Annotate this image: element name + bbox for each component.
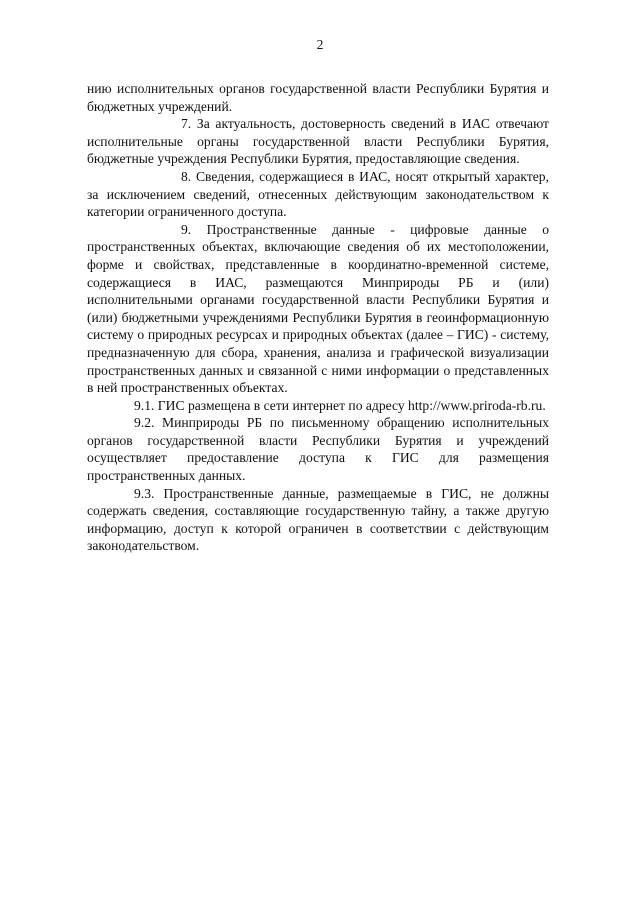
paragraph-9-3 bbox=[87, 485, 549, 555]
paragraph-9-2 bbox=[87, 414, 549, 484]
paragraph-8 bbox=[87, 168, 549, 221]
paragraph-number: 9. bbox=[181, 221, 192, 237]
document-body bbox=[87, 80, 549, 555]
paragraph-text: Пространственные данные, размещаемые в ГИС, не должны содержать сведения, составляющие государственную тайну, а также другую информацию, доступ к которой ограничен в соответствии с действующим законодательством. bbox=[87, 485, 549, 554]
paragraph-text: За актуальность, достоверность сведений в ИАС отвечают исполнительные органы государственной власти Республики Бурятия, бюджетные учреждения Республики Бурятия, предоставляющие сведения. bbox=[87, 116, 549, 167]
paragraph-9 bbox=[87, 221, 549, 397]
paragraph-number: 8. bbox=[181, 168, 192, 184]
paragraph-9-1 bbox=[87, 397, 549, 415]
paragraph-text: Пространственные данные - цифровые данные о пространственных объектах, включающие сведения об их местоположении, форме и свойствах, представленные в координатно-временной системе, содержащиеся в ИАС, размещаются Минприроды РБ и (или) исполнительными органами государственной власти Республики Бурятия и (или) бюджетными учреждениями Республики Бурятия в геоинформационную систему о природных ресурсах и природных объектах (далее – ГИС) - систему, предназначенную для сбора, хранения, анализа и графической визуализации пространственных данных и связанной с ними информации о представленных в ней пространственных объектах. bbox=[87, 221, 549, 396]
page-number: 2 bbox=[316, 37, 324, 52]
paragraph-text: Минприроды РБ по письменному обращению исполнительных органов государственной власти Республики Бурятия и учреждений осуществляет предоставление доступа к ГИС для размещения пространственных данных. bbox=[87, 415, 550, 484]
paragraph-7 bbox=[87, 115, 549, 168]
paragraph-number: 9.3. bbox=[134, 485, 155, 501]
paragraph-number: 7. bbox=[181, 116, 192, 132]
paragraph-number: 9.1. bbox=[134, 397, 155, 413]
paragraph-number: 9.2. bbox=[134, 415, 155, 431]
paragraph-text: нию исполнительных органов государственной власти Республики Бурятия и бюджетных учреждений. bbox=[87, 81, 549, 114]
paragraph-continuation bbox=[87, 80, 549, 115]
paragraph-text: Сведения, содержащиеся в ИАС, носят открытый характер, за исключением сведений, отнесенных действующим законодательством к категории ограниченного доступа. bbox=[87, 168, 550, 220]
paragraph-text: ГИС размещена в сети интернет по адресу http://www.priroda-rb.ru. bbox=[157, 397, 546, 413]
